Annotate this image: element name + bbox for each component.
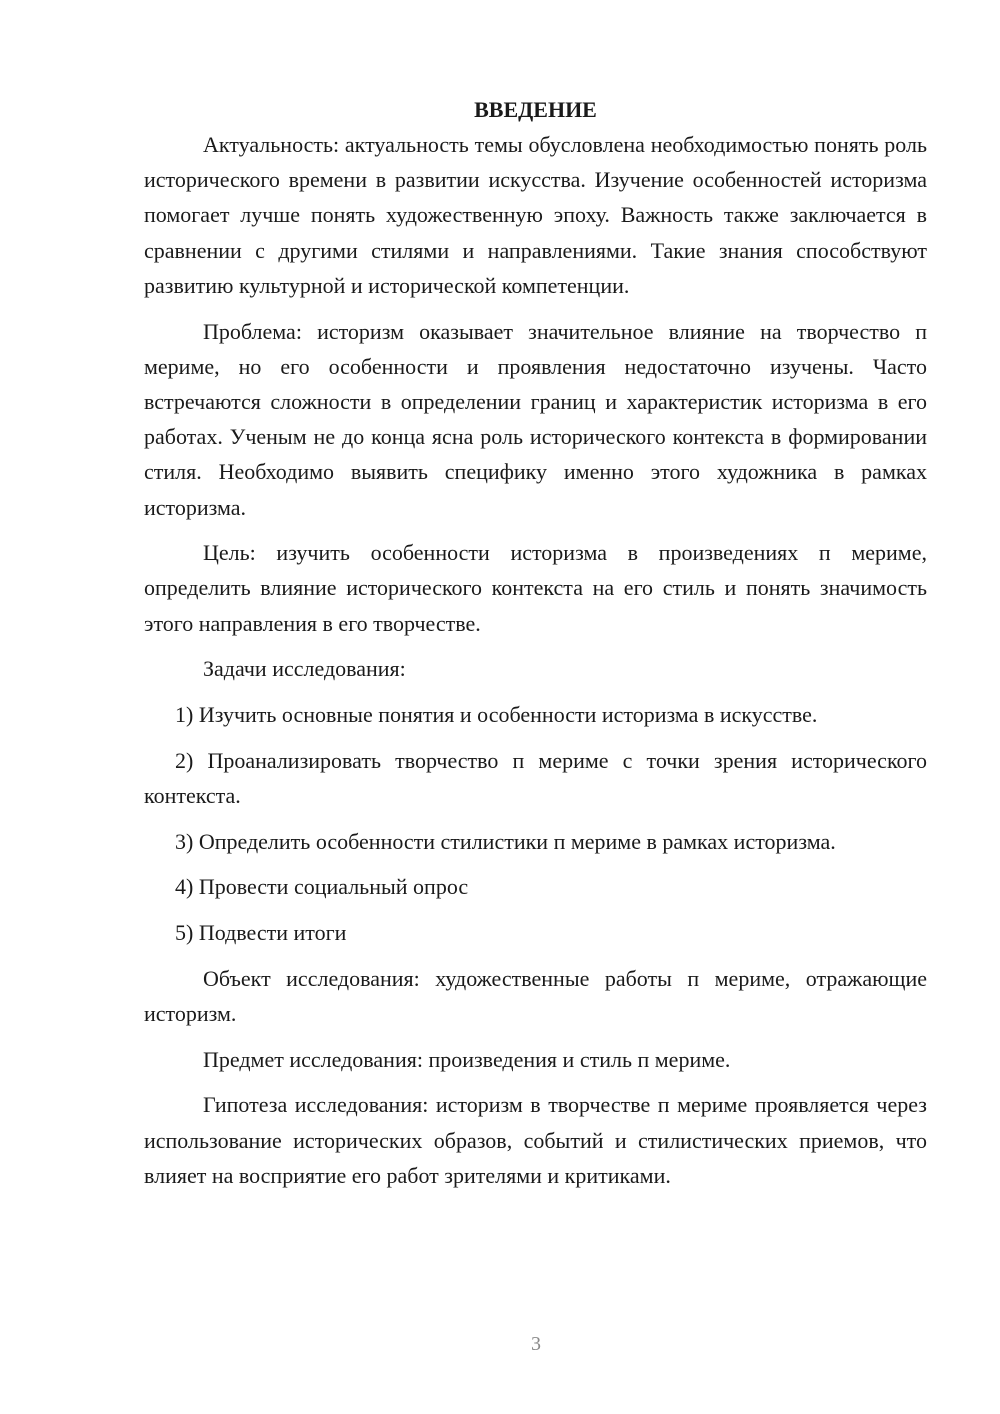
subject-paragraph: Предмет исследования: произведения и стиль п мериме.: [203, 1046, 731, 1072]
task-item-2: 2) Проанализировать творчество п мериме с точки зрения исторического контекста.: [144, 747, 927, 808]
document-body: [144, 92, 927, 1193]
hypothesis-paragraph: Гипотеза исследования: историзм в творчестве п мериме проявляется через использование исторических образов, событий и стилистических приемов, что влияет на восприятие его работ зрителями и критиками.: [144, 1092, 927, 1188]
task-item-3: 3) Определить особенности стилистики п мериме в рамках историзма.: [175, 828, 836, 854]
task-item-1: 1) Изучить основные понятия и особенности историзма в искусстве.: [175, 702, 818, 728]
goal-paragraph: Цель: изучить особенности историзма в произведениях п мериме, определить влияние исторического контекста на его стиль и понять значимость этого направления в его творчестве.: [144, 540, 927, 636]
page-number: 3: [531, 1333, 541, 1355]
section-title: ВВЕДЕНИЕ: [474, 97, 597, 122]
problem-paragraph: Проблема: историзм оказывает значительное влияние на творчество п мериме, но его особенности и проявления недостаточно изучены. Часто встречаются сложности в определении границ и характеристик историзма в его работах. Ученым не до конца ясна роль исторического контекста в формировании стиля. Необходимо выявить специфику именно этого художника в рамках историзма.: [144, 318, 927, 520]
object-paragraph: Объект исследования: художественные работы п мериме, отражающие историзм.: [144, 965, 927, 1026]
tasks-heading: Задачи исследования:: [203, 656, 406, 682]
task-item-4: 4) Провести социальный опрос: [175, 874, 469, 900]
task-item-5: 5) Подвести итоги: [175, 920, 347, 946]
relevance-paragraph: Актуальность: актуальность темы обусловлена необходимостью понять роль исторического времени в развитии искусства. Изучение особенностей историзма помогает лучше понять художественную эпоху. Важность также заключается в сравнении с другими стилями и направлениями. Такие знания способствуют развитию культурной и исторической компетенции.: [144, 132, 927, 298]
